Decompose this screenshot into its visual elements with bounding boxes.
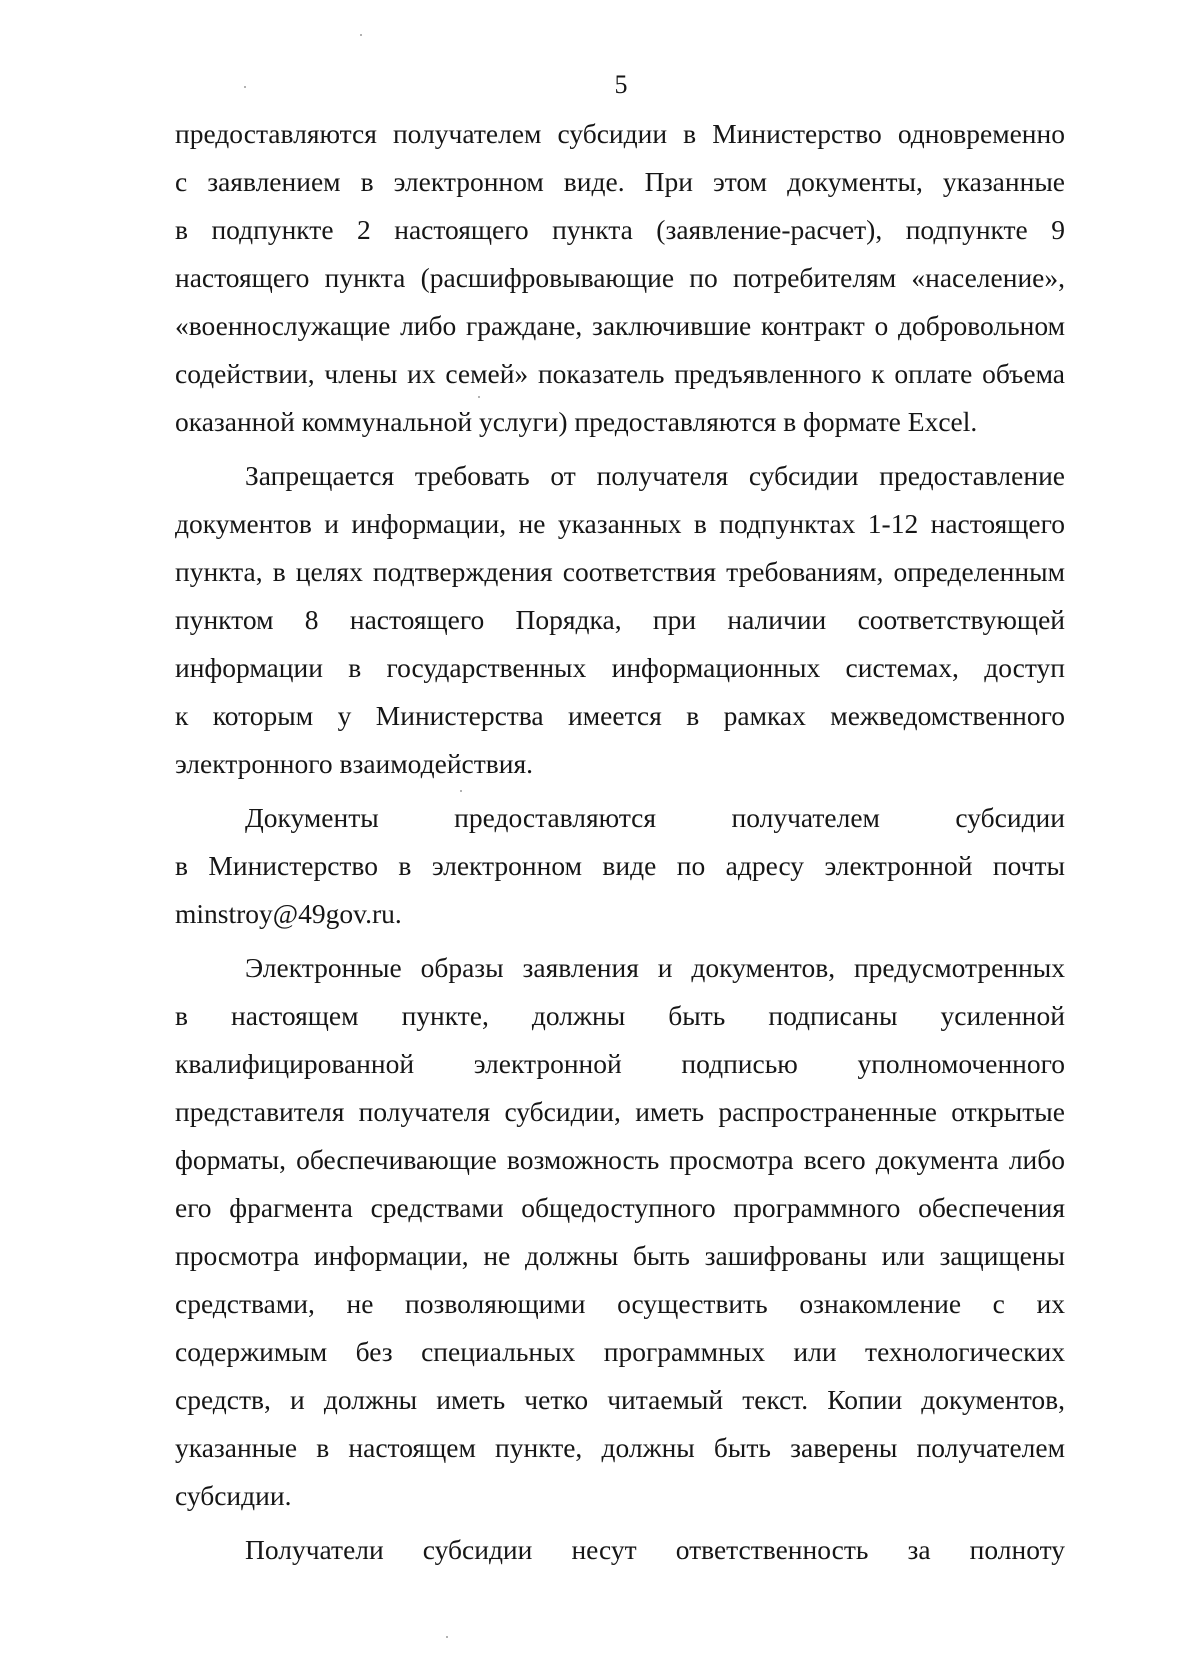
text-line: в настоящем пункте, должны быть подписаны усиленной bbox=[175, 1000, 1065, 1031]
scan-speck bbox=[478, 396, 480, 398]
text-line: с заявлением в электронном виде. При этом документы, указанные bbox=[175, 166, 1065, 197]
text-line: в подпункте 2 настоящего пункта (заявление-расчет), подпункте 9 bbox=[175, 214, 1065, 245]
text-line: просмотра информации, не должны быть зашифрованы или защищены bbox=[175, 1240, 1065, 1271]
text-line: пунктом 8 настоящего Порядка, при наличии соответствующей bbox=[175, 604, 1065, 635]
text-line: предоставляются получателем субсидии в Министерство одновременно bbox=[175, 118, 1065, 149]
text-line: электронного взаимодействия. bbox=[175, 748, 533, 779]
text-line: документов и информации, не указанных в подпунктах 1-12 настоящего bbox=[175, 508, 1065, 539]
text-line: средств, и должны иметь четко читаемый текст. Копии документов, bbox=[175, 1384, 1065, 1415]
text-line: пункта, в целях подтверждения соответствия требованиям, определенным bbox=[175, 556, 1065, 587]
text-line: представителя получателя субсидии, иметь распространенные открытые bbox=[175, 1096, 1065, 1127]
text-line: содействии, члены их семей» показатель предъявленного к оплате объема bbox=[175, 358, 1065, 389]
text-line: его фрагмента средствами общедоступного программного обеспечения bbox=[175, 1192, 1065, 1223]
paragraph-first-line: Запрещается требовать от получателя субсидии предоставление bbox=[245, 460, 1065, 491]
text-line: квалифицированной электронной подписью уполномоченного bbox=[175, 1048, 1065, 1079]
scan-speck bbox=[244, 86, 246, 88]
text-line: средствами, не позволяющими осуществить ознакомление с их bbox=[175, 1288, 1065, 1319]
text-line: «военнослужащие либо граждане, заключившие контракт о добровольном bbox=[175, 310, 1065, 341]
scan-speck bbox=[446, 1636, 448, 1638]
text-line: указанные в настоящем пункте, должны быть заверены получателем bbox=[175, 1432, 1065, 1463]
text-line: субсидии. bbox=[175, 1480, 292, 1511]
scan-speck bbox=[360, 34, 362, 36]
text-line: оказанной коммунальной услуги) предоставляются в формате Excel. bbox=[175, 406, 978, 437]
text-line: в Министерство в электронном виде по адресу электронной почты bbox=[175, 850, 1065, 881]
text-line: к которым у Министерства имеется в рамках межведомственного bbox=[175, 700, 1065, 731]
text-line: содержимым без специальных программных или технологических bbox=[175, 1336, 1065, 1367]
scan-speck bbox=[460, 790, 462, 792]
text-line: информации в государственных информационных системах, доступ bbox=[175, 652, 1065, 683]
page-number: 5 bbox=[614, 70, 628, 99]
text-line: форматы, обеспечивающие возможность просмотра всего документа либо bbox=[175, 1144, 1065, 1175]
paragraph-first-line: Получатели субсидии несут ответственность за полноту bbox=[245, 1534, 1065, 1565]
paragraph-first-line: Электронные образы заявления и документов, предусмотренных bbox=[245, 952, 1065, 983]
email-address: minstroy@49gov.ru. bbox=[175, 898, 402, 929]
text-line: настоящего пункта (расшифровывающие по потребителям «население», bbox=[175, 262, 1065, 293]
paragraph-first-line: Документы предоставляются получателем субсидии bbox=[245, 802, 1065, 833]
